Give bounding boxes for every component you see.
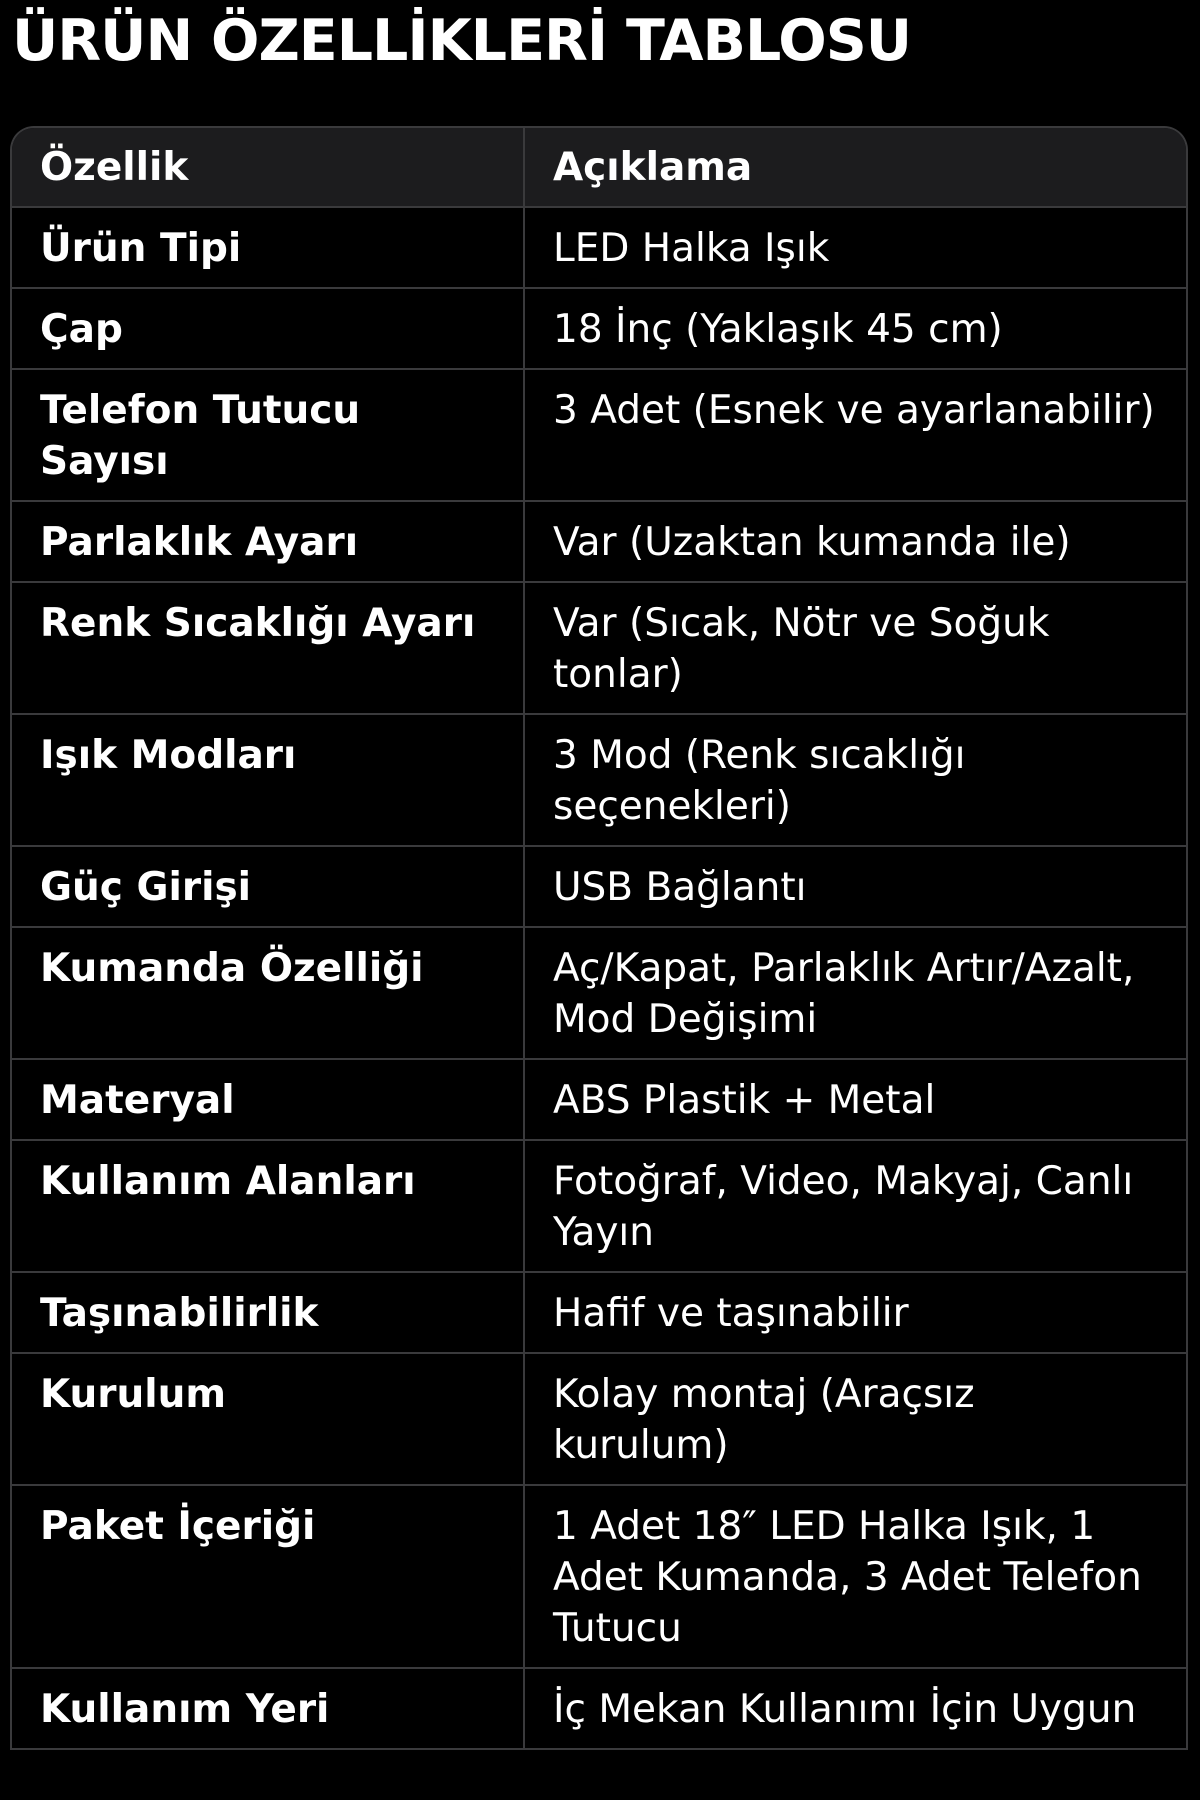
spec-table: [12, 128, 1186, 1750]
value-cell: Fotoğraf, Video, Makyaj, Canlı Yayın: [524, 1140, 1186, 1272]
feature-cell: Taşınabilirlik: [12, 1272, 524, 1353]
value-cell: Kolay montaj (Araçsız kurulum): [524, 1353, 1186, 1485]
table-row: [12, 582, 1186, 714]
table-row: [12, 369, 1186, 501]
table-row: [12, 501, 1186, 582]
value-cell: 3 Mod (Renk sıcaklığı seçenekleri): [524, 714, 1186, 846]
table-row: [12, 1272, 1186, 1353]
feature-cell: Ürün Tipi: [12, 207, 524, 288]
feature-cell: Parlaklık Ayarı: [12, 501, 524, 582]
table-row: [12, 1140, 1186, 1272]
table-row: [12, 1668, 1186, 1749]
value-cell: Var (Sıcak, Nötr ve Soğuk tonlar): [524, 582, 1186, 714]
page-title: ÜRÜN ÖZELLİKLERİ TABLOSU: [12, 8, 912, 74]
table-row: [12, 207, 1186, 288]
column-header-feature: Özellik: [12, 128, 524, 207]
table-row: [12, 1353, 1186, 1485]
feature-cell: Kurulum: [12, 1353, 524, 1485]
feature-cell: Çap: [12, 288, 524, 369]
feature-cell: Kullanım Alanları: [12, 1140, 524, 1272]
value-cell: Var (Uzaktan kumanda ile): [524, 501, 1186, 582]
feature-cell: Kullanım Yeri: [12, 1668, 524, 1749]
value-cell: İç Mekan Kullanımı İçin Uygun: [524, 1668, 1186, 1749]
feature-cell: Işık Modları: [12, 714, 524, 846]
table-row: [12, 1059, 1186, 1140]
value-cell: Hafif ve taşınabilir: [524, 1272, 1186, 1353]
feature-cell: Renk Sıcaklığı Ayarı: [12, 582, 524, 714]
table-row: [12, 288, 1186, 369]
value-cell: 18 İnç (Yaklaşık 45 cm): [524, 288, 1186, 369]
feature-cell: Paket İçeriği: [12, 1485, 524, 1668]
table-row: [12, 846, 1186, 927]
table-header-row: [12, 128, 1186, 207]
feature-cell: Telefon Tutucu Sayısı: [12, 369, 524, 501]
table-row: [12, 1485, 1186, 1668]
feature-cell: Materyal: [12, 1059, 524, 1140]
value-cell: 1 Adet 18″ LED Halka Işık, 1 Adet Kumanda, 3 Adet Telefon Tutucu: [524, 1485, 1186, 1668]
feature-cell: Güç Girişi: [12, 846, 524, 927]
table-row: [12, 927, 1186, 1059]
value-cell: LED Halka Işık: [524, 207, 1186, 288]
column-header-description: Açıklama: [524, 128, 1186, 207]
value-cell: ABS Plastik + Metal: [524, 1059, 1186, 1140]
feature-cell: Kumanda Özelliği: [12, 927, 524, 1059]
spec-table-container: [10, 126, 1188, 1750]
value-cell: USB Bağlantı: [524, 846, 1186, 927]
value-cell: Aç/Kapat, Parlaklık Artır/Azalt, Mod Değişimi: [524, 927, 1186, 1059]
value-cell: 3 Adet (Esnek ve ayarlanabilir): [524, 369, 1186, 501]
table-row: [12, 714, 1186, 846]
